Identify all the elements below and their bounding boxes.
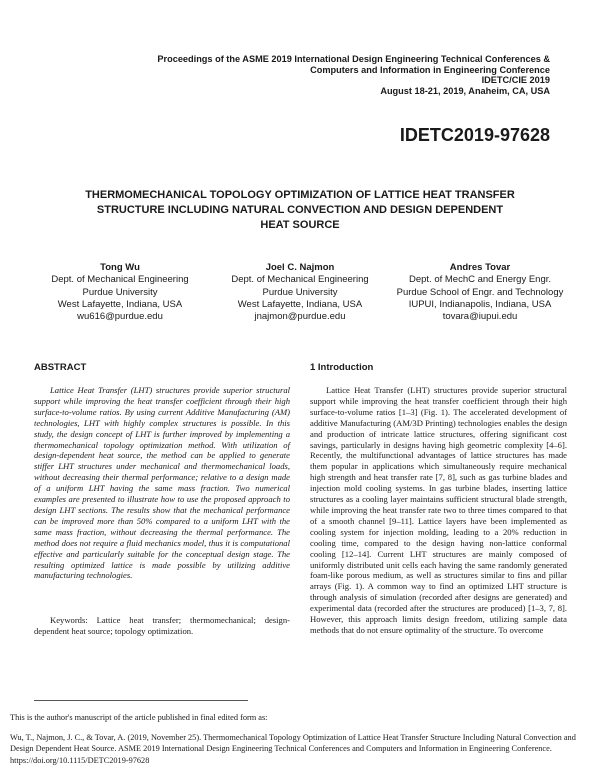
author-email: wu616@purdue.edu	[77, 311, 163, 323]
title-line-2: STRUCTURE INCLUDING NATURAL CONVECTION AND DESIGN DEPENDENT	[96, 204, 504, 216]
date-location: August 18-21, 2019, Anaheim, CA, USA	[380, 85, 550, 96]
author-name: Andres Tovar	[449, 262, 511, 273]
introduction-heading: 1 Introduction	[310, 362, 374, 373]
author-block	[390, 262, 570, 323]
paper-title	[40, 188, 560, 233]
paper-id: IDETC2019-97628	[399, 125, 550, 145]
footer	[10, 712, 590, 766]
keywords: Keywords: Lattice heat transfer; thermomechanical; design-dependent heat source; topology optimization.	[34, 615, 290, 637]
conference-code: IDETC/CIE 2019	[481, 75, 550, 86]
author-institution: Purdue University	[262, 286, 338, 298]
proceedings-line-2: Computers and Information in Engineering Conference	[310, 64, 550, 75]
author-institution: Purdue School of Engr. and Technology	[396, 286, 564, 298]
author-list	[30, 262, 570, 323]
author-name: Joel C. Najmon	[265, 262, 335, 273]
author-email: tovara@iupui.edu	[442, 311, 518, 323]
citation: Wu, T., Najmon, J. C., & Tovar, A. (2019, November 25). Thermomechanical Topology Optimization of Lattice Heat Transfer Structure Including Natural Convection and Design Dependent Heat Source. ASME 2019 International Design Engineering Technical Conferences and Computers and Information in Engineering Conference. https://doi.org/10.1115/DETC2019-97628	[10, 732, 576, 765]
abstract-column	[34, 362, 290, 637]
author-block	[210, 262, 390, 323]
manuscript-note: This is the author's manuscript of the article published in final edited form as:	[10, 713, 268, 722]
author-block	[30, 262, 210, 323]
footnote-divider	[34, 700, 248, 701]
abstract-heading: ABSTRACT	[34, 362, 87, 373]
author-institution: Purdue University	[82, 286, 158, 298]
author-name: Tong Wu	[100, 262, 140, 273]
author-dept: Dept. of MechC and Energy Engr.	[408, 274, 552, 286]
proceedings-header	[60, 54, 550, 96]
introduction-text: Lattice Heat Transfer (LHT) structures provide superior structural support while improving the heat transfer coefficient through their high surface-to-volume ratios [1–3] (Fig. 1). The accelerated development of additive Manufacturing (AM/3D Printing) technologies enables the design and production of intricate lattice structures, offering significant cost savings, particularly in designs having high geometric complexity [4–6]. Recently, the multifunctional advantages of lattice structures has made them popular in applications which simultaneously require mechanical high strength and heat transfer rate [7, 8], such as gas turbine blades and injection mold cooling systems. In gas turbine blades, inserting lattice structures as a cooling layer maintains sufficient structural blade strength, while improving the heat transfer rate two to three times compared to that of a smooth channel [9–11]. Lattice layers have been implemented as cooling system for injection molding, leading to a 20% reduction in cooling time, compared to the design having non-lattice conformal cooling [12–14]. Current LHT structures are mainly composed of uniformly distributed unit cells each having the same randomly generated foam-like porous medium, as well as structures similar to fins and pillar arrays (Fig. 1). A common way to find an optimized LHT structure is through analysis of simulation (recorded after designs are generated) and experimental data (recorded after the structures are produced) [1–3, 7, 8]. However, this approach limits design freedom, utilizing sample data methods that do not ensure optimality of the structure. To overcome	[310, 385, 567, 635]
author-location: West Lafayette, Indiana, USA	[57, 298, 183, 310]
title-line-1: THERMOMECHANICAL TOPOLOGY OPTIMIZATION OF LATTICE HEAT TRANSFER	[85, 189, 515, 201]
author-dept: Dept. of Mechanical Engineering	[231, 274, 369, 286]
author-email: jnajmon@purdue.edu	[254, 311, 346, 323]
introduction-column	[310, 362, 567, 636]
author-location: IUPUI, Indianapolis, Indiana, USA	[408, 298, 552, 310]
abstract-text: Lattice Heat Transfer (LHT) structures provide superior structural support while improving the heat transfer coefficient through their high surface-to-volume ratios. By using current Additive Manufacturing (AM) technologies, LHT with highly complex structures is possible. In this study, the design concept of LHT is further improved by implementing a thermomechanical topology optimization method. With utilization of design-dependent heat source, the method can be applied to generate stiffer LHT structures under mechanical and thermomechanical loads, without decreasing their thermal performance; relative to a design made of a uniform LHT having the same mass fraction. Two numerical examples are presented to illustrate how to use the proposed approach to design LHT sections. The results show that the mechanical performance can be improved more than 50% compared to a uniform LHT with the same mass fraction, without decreasing the thermal performance. The method does not require a fluid mechanics model, thus it is computational effective and particularly suitable for the conceptual design stage. The resulting optimized lattice is made possible by utilizing additive manufacturing technologies.	[34, 385, 290, 581]
proceedings-line-1: Proceedings of the ASME 2019 International Design Engineering Technical Conferences &	[157, 54, 550, 64]
title-line-3: HEAT SOURCE	[260, 219, 340, 231]
author-location: West Lafayette, Indiana, USA	[237, 298, 363, 310]
author-dept: Dept. of Mechanical Engineering	[51, 274, 189, 286]
